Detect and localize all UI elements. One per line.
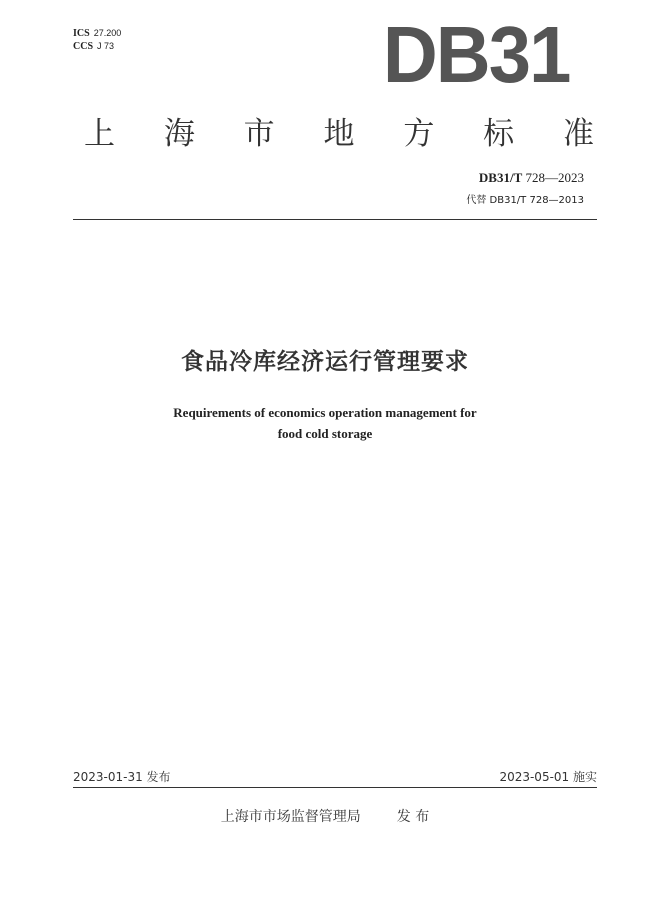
dates-row (73, 768, 597, 786)
org-title-char: 海 (163, 116, 195, 152)
replaces-standard: 代替 DB31/T 728—2013 (466, 195, 584, 206)
bottom-divider (73, 787, 597, 788)
standard-number-block (466, 170, 584, 206)
org-title-char: 市 (243, 116, 275, 152)
org-title (84, 108, 594, 153)
issuer-action: 发 布 (396, 809, 430, 825)
title-english-line: food cold storage (277, 426, 373, 441)
title-chinese: 食品冷库经济运行管理要求 (181, 349, 469, 375)
issuer (0, 806, 650, 826)
top-divider (73, 219, 597, 220)
org-title-char: 上 (84, 116, 115, 152)
title-english-line: Requirements of economics operation management for (173, 405, 477, 420)
org-title-char: 准 (562, 116, 594, 152)
org-title-char: 地 (323, 116, 355, 152)
issuer-name: 上海市市场监督管理局 (220, 809, 361, 825)
standard-number: DB31/T 728—2023 (478, 170, 584, 185)
issue-date: 2023-01-31 发布 (73, 770, 171, 784)
title-english (0, 402, 650, 444)
implementation-date: 2023-05-01 施实 (499, 770, 597, 784)
ccs-code: CCS J 73 (73, 41, 115, 52)
org-title-char: 方 (403, 116, 435, 152)
classification-codes (73, 27, 121, 53)
org-title-char: 标 (483, 116, 515, 152)
ics-code: ICS 27.200 (73, 28, 122, 39)
db31-logo: DB31 (383, 10, 570, 99)
